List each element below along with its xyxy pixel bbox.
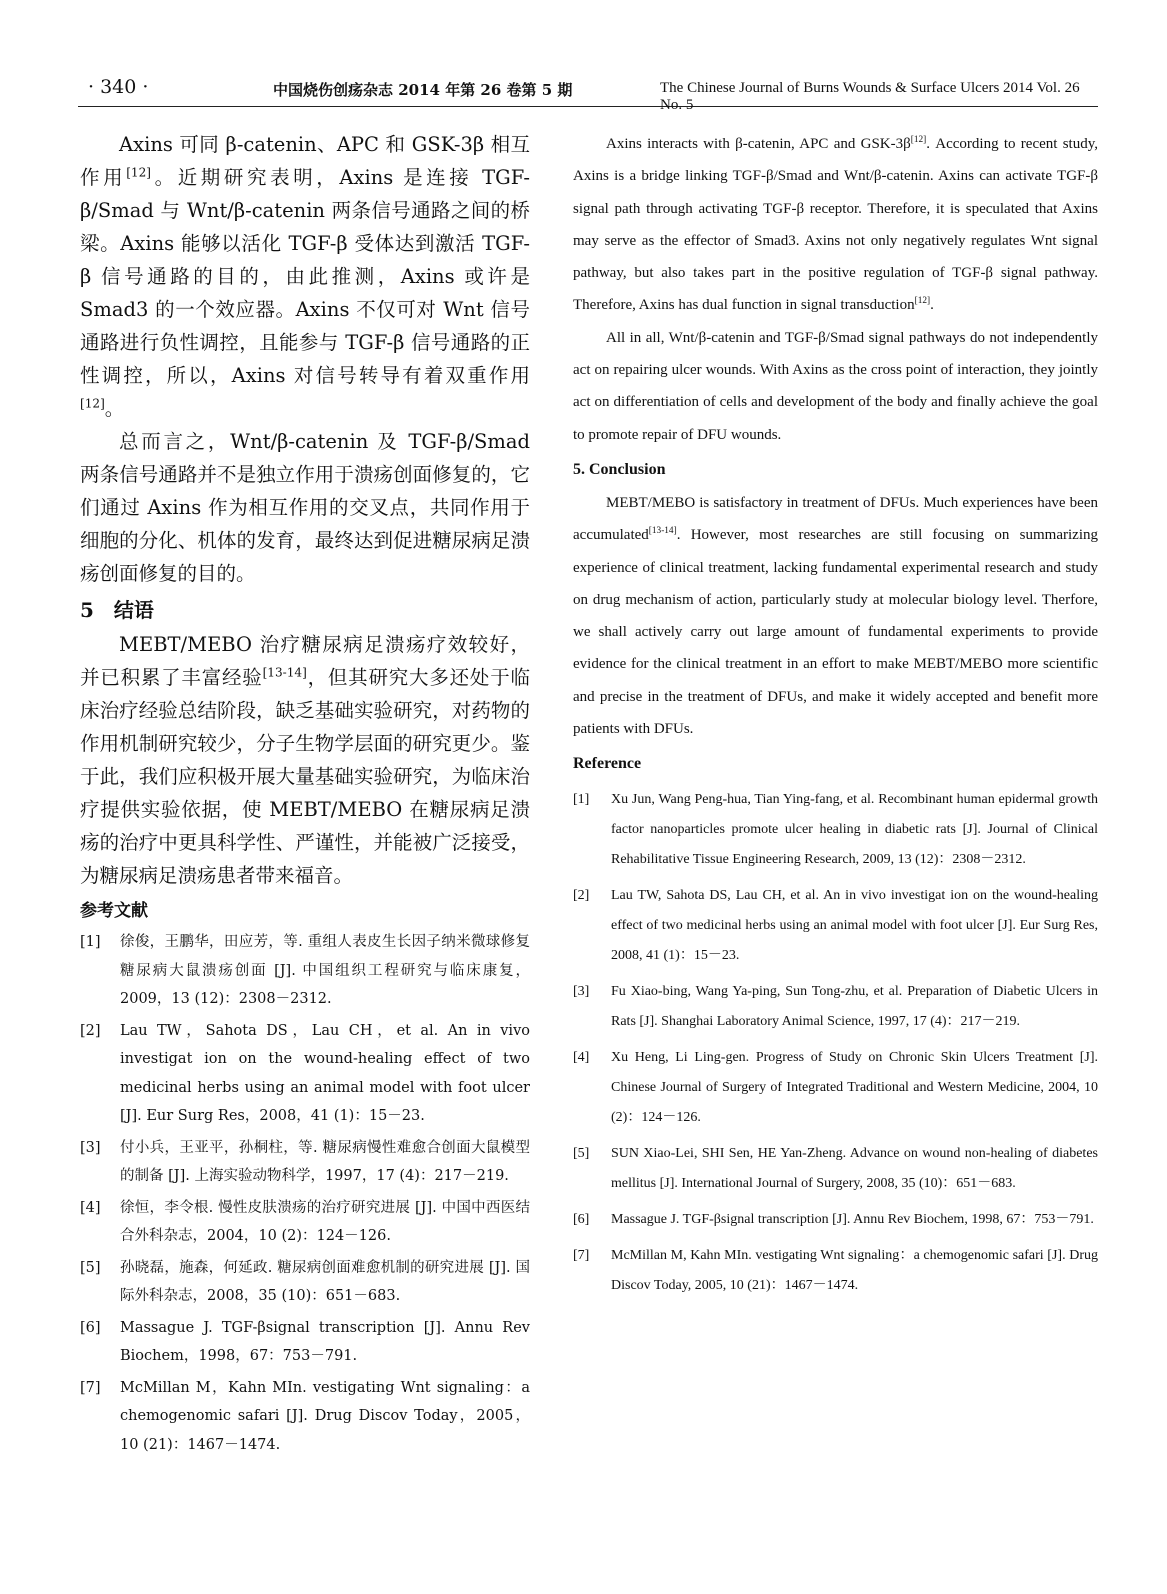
en-reference-list xyxy=(573,785,1098,1301)
journal-title-cn: 中国烧伤创疡杂志 2014 年第 26 卷第 5 期 xyxy=(273,81,573,99)
reference-item: [5] 孙晓磊，施森，何延政. 糖尿病创面难愈机制的研究进展 [J]. 国际外科杂志，2008，35 (10)：651－683. xyxy=(80,1259,530,1304)
citation: [12] xyxy=(914,296,931,307)
cn-references-title: 参考文献 xyxy=(80,901,148,921)
reference-item: [5] SUN Xiao-Lei, SHI Sen, HE Yan-Zheng. Advance on wound non-healing of diabetes mellitus [J]. International Journal of Surgery, 2008, 35 (10)：651－683. xyxy=(573,1146,1098,1192)
cn-reference-list xyxy=(80,928,530,1459)
reference-item: [2] Lau TW, Sahota DS, Lau CH, et al. An in vivo investigat ion on the wound-healing effect of two medicinal herbs using an animal model with foot ulcer [J]. Eur Surg Res, 2008, 41 (1)：15－23. xyxy=(573,888,1098,964)
english-column xyxy=(573,128,1098,1307)
en-references-title: Reference xyxy=(573,755,642,773)
reference-item: [1] 徐俊，王鹏华，田应芳，等. 重组人表皮生长因子纳米微球修复糖尿病大鼠溃疡创面 [J]. 中国组织工程研究与临床康复，2009，13 (12)：2308－2312. xyxy=(80,934,530,1007)
reference-item: [6] Massague J. TGF-βsignal transcription [J]. Annu Rev Biochem, 1998, 67：753－791. xyxy=(573,1212,1094,1228)
reference-item: [6] Massague J. TGF-βsignal transcription [J]. Annu Rev Biochem，1998，67：753－791. xyxy=(80,1319,530,1364)
en-paragraph-axins: Axins interacts with β-catenin, APC and GSK-3β[12]. According to recent study, Axins is a bridge linking TGF-β/Smad and Wnt/β-catenin. Axins can activate TGF-β signal path through activating TGF-β receptor. Therefore, it is speculated that Axins may serve as the effector of Smad3. Axins not only negatively regulates Wnt signal pathway, but also takes part in the positive regulation of TGF-β signal pathway. Therefore, Axins has dual function in signal transduction[12]. xyxy=(573,135,1098,314)
citation: [13-14] xyxy=(648,526,677,537)
reference-item: [7] McMillan M, Kahn MIn. vestigating Wnt signaling：a chemogenomic safari [J]. Drug Discov Today, 2005, 10 (21)：1467－1474. xyxy=(573,1248,1098,1294)
reference-item: [4] Xu Heng, Li Ling-gen. Progress of Study on Chronic Skin Ulcers Treatment [J]. Chinese Journal of Surgery of Integrated Traditional and Western Medicine, 2004, 10 (2)：124－126. xyxy=(573,1050,1098,1126)
citation: [12] xyxy=(126,165,151,180)
page-header xyxy=(78,76,1098,113)
reference-item: [4] 徐恒，李令根. 慢性皮肤溃疡的治疗研究进展 [J]. 中国中西医结合外科杂志，2004，10 (2)：124－126. xyxy=(80,1199,530,1244)
chinese-column xyxy=(80,128,530,1462)
en-paragraph-summary: All in all, Wnt/β-catenin and TGF-β/Smad signal pathways do not independently act on repairing ulcer wounds. With Axins as the cross point of interaction, they jointly act on differentiation of cells and development of the body and finally achieve the goal to promote repair of DFU wounds. xyxy=(573,329,1098,443)
reference-item: [2] Lau TW，Sahota DS，Lau CH，et al. An in vivo investigat ion on the wound-healing effect of two medicinal herbs using an animal model with foot ulcer [J]. Eur Surg Res，2008，41 (1)：15－23. xyxy=(80,1022,530,1124)
journal-title-en: The Chinese Journal of Burns Wounds & Surface Ulcers 2014 Vol. 26 No. 5 xyxy=(660,80,1080,113)
citation: [13-14] xyxy=(262,665,307,680)
reference-item: [3] 付小兵，王亚平，孙桐柱，等. 糖尿病慢性难愈合创面大鼠模型的制备 [J]. 上海实验动物科学，1997，17 (4)：217－219. xyxy=(80,1139,530,1184)
citation: [12] xyxy=(80,396,105,411)
reference-item: [1] Xu Jun, Wang Peng-hua, Tian Ying-fang, et al. Recombinant human epidermal growth factor nanoparticles promote ulcer healing in diabetic rats [J]. Journal of Clinical Rehabilitative Tissue Engineering Research, 2009, 13 (12)：2308－2312. xyxy=(573,792,1098,868)
page-number: · 340 · xyxy=(88,76,149,98)
en-section-title: 5. Conclusion xyxy=(573,460,666,478)
cn-paragraph-axins: Axins 可同 β-catenin、APC 和 GSK-3β 相互作用[12]。近期研究表明，Axins 是连接 TGF-β/Smad 与 Wnt/β-catenin 两条信号通路之间的桥梁。Axins 能够以活化 TGF-β 受体达到激活 TGF-β 信号通路的目的，由此推测，Axins 或许是 Smad3 的一个效应器。Axins 不仅可对 Wnt 信号通路进行负性调控，且能参与 TGF-β 信号通路的正性调控，所以，Axins 对信号转导有着双重作用[12]。 xyxy=(80,133,530,420)
en-paragraph-conclusion: MEBT/MEBO is satisfactory in treatment of DFUs. Much experiences have been accumulated[13-14]. However, most researches are still focusing on summarizing experience of clinical treatment, lacking fundamental experimental research and study on drug mechanism of action, particularly study at molecular biology level. Therfore, we shall actively carry out large amount of fundamental experiments to provide evidence for the clinical treatment in an effort to make MEBT/MEBO more scientific and precise in the treatment of DFUs, and make it widely accepted and benefit more patients with DFUs. xyxy=(573,494,1098,738)
cn-section-title: 5 结语 xyxy=(80,598,154,622)
reference-item: [7] McMillan M，Kahn MIn. vestigating Wnt signaling：a chemogenomic safari [J]. Drug Discov Today，2005，10 (21)：1467－1474. xyxy=(80,1379,530,1453)
citation: [12] xyxy=(910,135,927,145)
reference-item: [3] Fu Xiao-bing, Wang Ya-ping, Sun Tong-zhu, et al. Preparation of Diabetic Ulcers in Rats [J]. Shanghai Laboratory Animal Science, 1997, 17 (4)：217－219. xyxy=(573,984,1098,1030)
cn-paragraph-conclusion: MEBT/MEBO 治疗糖尿病足溃疡疗效较好，并已积累了丰富经验[13-14]，但其研究大多还处于临床治疗经验总结阶段，缺乏基础实验研究，对药物的作用机制研究较少，分子生物学层面的研究更少。鉴于此，我们应积极开展大量基础实验研究，为临床治疗提供实验依据，使 MEBT/MEBO 在糖尿病足溃疡的治疗中更具科学性、严谨性，并能被广泛接受，为糖尿病足溃疡患者带来福音。 xyxy=(80,633,530,887)
cn-paragraph-summary: 总而言之，Wnt/β-catenin 及 TGF-β/Smad 两条信号通路并不是独立作用于溃疡创面修复的，它们通过 Axins 作为相互作用的交叉点，共同作用于细胞的分化、机体的发育，最终达到促进糖尿病足溃疡创面修复的目的。 xyxy=(80,430,530,585)
